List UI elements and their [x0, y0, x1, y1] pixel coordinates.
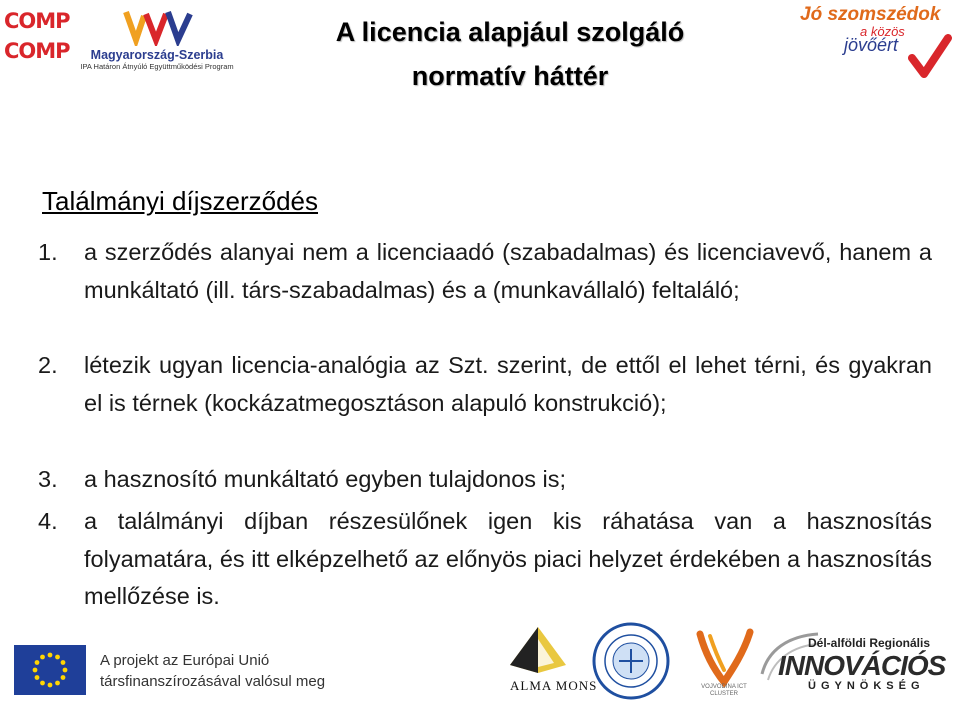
list-item-text: létezik ugyan licencia-analógia az Szt. szerint, de ettől el lehet térni, és gyakran el is térnek (kockázatmegosztáson alapuló konstrukció); — [84, 352, 932, 416]
comp-logo-text-2: COMP — [4, 39, 70, 63]
list-item — [38, 347, 932, 422]
list-item-text: a találmányi díjban részesülőnek igen kis ráhatása van a hasznosítás folyamatára, és itt elképzelhető az előnyös piaci helyzet érdekében a hasznosítás mellőzése is. — [84, 508, 932, 609]
hungary-serbia-name: Magyarország-Szerbia — [90, 48, 224, 62]
list-item-number: 1. — [38, 239, 58, 265]
section-heading: Találmányi díjszerződés — [42, 186, 319, 216]
list-item-text: a szerződés alanyai nem a licenciaadó (szabadalmas) és licenciavevő, hanem a munkáltató (ill. társ-szabadalmas) és a (munkavállaló) feltaláló; — [84, 239, 932, 303]
hungary-serbia-emblem-icon — [120, 10, 196, 46]
alma-mons-text: ALMA MONS — [510, 678, 598, 693]
page-title-line-1: A licencia alapjául szolgáló — [335, 17, 685, 47]
list-item — [38, 503, 932, 616]
innovation-agency-line-1: Dél-alföldi Regionális — [808, 636, 931, 650]
list-item-text: a hasznosító munkáltató egyben tulajdonos is; — [84, 466, 567, 492]
list-item-number: 3. — [38, 466, 58, 492]
hungary-serbia-program: IPA Határon Átnyúló Együttműködési Program — [80, 62, 234, 71]
vojvodina-text: VOJVODINA ICT CLUSTER — [701, 684, 747, 697]
page-title — [250, 10, 770, 98]
comp-logo-text-1: COMP — [4, 9, 70, 33]
good-neighbours-line-2: a közös — [860, 24, 905, 39]
page-title-line-2: normatív háttér — [411, 61, 609, 91]
good-neighbours-line-1: Jó szomszédok — [800, 4, 941, 25]
eu-funding-line-2: társfinanszírozásával valósul meg — [100, 673, 326, 690]
comp-logo — [4, 6, 70, 70]
university-seal-icon — [592, 622, 670, 700]
eu-stars-icon — [14, 645, 86, 695]
checkmark-icon — [908, 34, 952, 80]
eu-flag-icon — [14, 645, 86, 695]
list-item — [38, 234, 932, 309]
good-neighbours-line-3: jövőért — [844, 35, 899, 55]
list-item-number: 2. — [38, 352, 58, 378]
innovation-agency-line-2: INNOVÁCIÓS — [778, 650, 946, 681]
hungary-serbia-logo — [72, 8, 242, 78]
good-neighbours-logo — [800, 4, 950, 80]
eu-funding-line-1: A projekt az Európai Unió — [100, 652, 270, 669]
list-item — [38, 461, 932, 499]
list-item-number: 4. — [38, 508, 58, 534]
eu-funding-text — [100, 650, 325, 692]
innovation-agency-line-3: ÜGYNÖKSÉG — [808, 680, 925, 692]
